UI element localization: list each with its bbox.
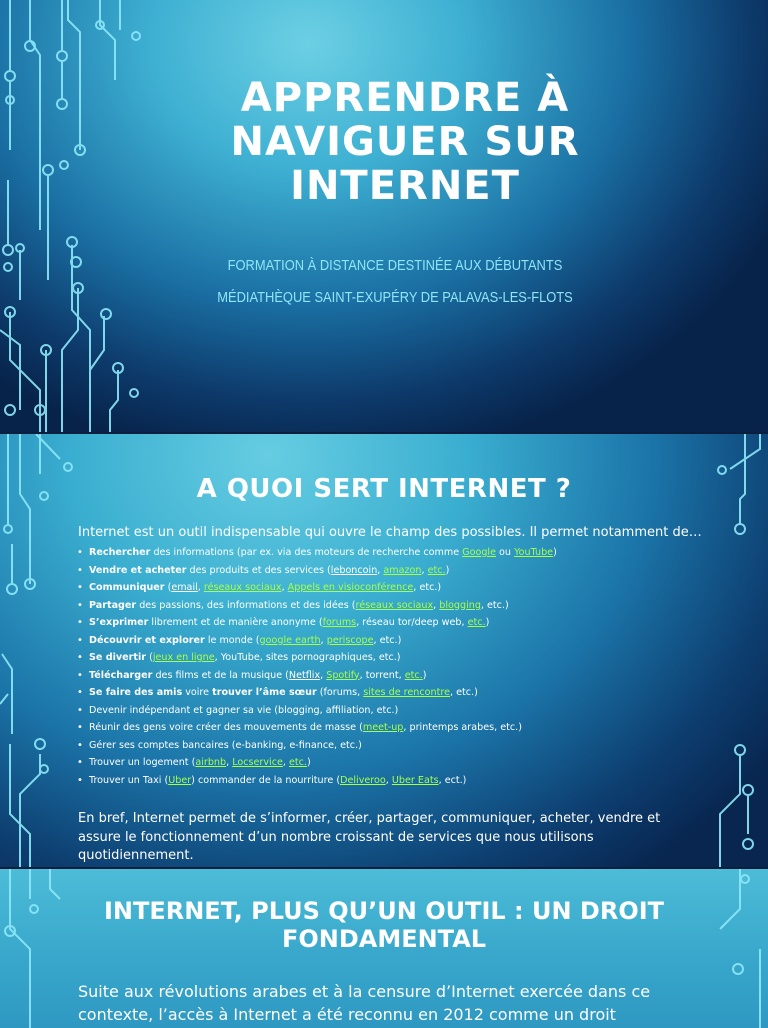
bullet-link[interactable]: google earth [259, 634, 321, 646]
bullet-text: ( [146, 652, 153, 663]
slide-title [0, 0, 768, 432]
list-item [76, 649, 716, 667]
bullet-text: Réunir des gens voire créer des mouvements de masse ( [89, 722, 363, 733]
list-item [76, 597, 716, 615]
bullet-text: des produits et des services ( [186, 564, 331, 576]
bullet-link[interactable]: Google [462, 547, 496, 558]
circuit-decoration [0, 0, 768, 432]
slide-title-heading [0, 76, 768, 208]
bullet-text: voire [182, 687, 213, 698]
subtitle-formation: FORMATION À DISTANCE DESTINÉE AUX DÉBUTANTS [227, 257, 563, 274]
title-line: FONDAMENTAL [281, 925, 487, 953]
bullet-text: , torrent, [359, 669, 405, 681]
bullet-text: , réseau tor/deep web, [356, 617, 468, 628]
bullet-link[interactable]: réseaux sociaux [355, 599, 434, 611]
list-item [76, 667, 716, 685]
bullet-link[interactable]: Deliveroo [340, 774, 386, 786]
bullet-link[interactable]: etc. [404, 669, 423, 681]
bullet-link[interactable]: Uber Eats [391, 774, 439, 786]
list-item [76, 702, 716, 720]
list-item [76, 754, 716, 772]
list-item [76, 737, 716, 755]
bullet-link[interactable]: forums [322, 617, 357, 628]
list-item [76, 579, 716, 597]
bullet-keyword: Communiquer [89, 582, 165, 593]
bullet-text: des films et de la musique ( [152, 669, 289, 681]
bullet-link[interactable]: amazon [383, 564, 422, 576]
list-item [76, 719, 716, 737]
bullet-link[interactable]: Spotify [326, 669, 360, 681]
subtitle-mediatheque: MÉDIATHÈQUE SAINT-EXUPÉRY DE PALAVAS-LES-FLOTS [217, 289, 573, 306]
bullet-text: des informations (par ex. via des moteurs de recherche comme [150, 547, 463, 558]
bullet-text: ( [164, 582, 172, 593]
bullet-link[interactable]: etc. [467, 617, 486, 628]
bullet-text: ) [306, 757, 311, 768]
slide-uses-heading: A QUOI SERT INTERNET ? [196, 474, 572, 504]
bullet-text: ) [485, 617, 490, 628]
bullet-keyword: Se divertir [89, 652, 147, 663]
bullet-keyword: S’exprimer [89, 617, 149, 628]
bullet-text: ) [445, 564, 450, 576]
list-item [76, 632, 716, 650]
bullet-keyword: Vendre et acheter [89, 564, 187, 576]
bullet-text: Gérer ses comptes bancaires (e-banking, e-finance, etc.) [89, 739, 362, 751]
title-line: NAVIGUER SUR [230, 119, 580, 165]
bullet-keyword: Télécharger [89, 669, 153, 681]
bullet-text: , printemps arabes, etc.) [403, 722, 522, 733]
bullet-keyword: Partager [89, 599, 137, 611]
bullet-text: , [282, 757, 289, 768]
slide-right-body: Suite aux révolutions arabes et à la censure d’Internet exercée dans ce contexte, l’accès à Internet a été reconnu en 2012 comme un droit [78, 982, 651, 1024]
slide-uses-summary: En bref, Internet permet de s’informer, créer, partager, communiquer, acheter, vendre et assure le fonctionnement d’un nombre croissant de services que nous utilisons quotidiennement. [78, 811, 661, 863]
slide-uses [0, 434, 768, 867]
bullet-text: , [377, 564, 384, 576]
bullet-text: , [385, 774, 392, 786]
bullet-text: , [320, 634, 327, 646]
list-item [76, 684, 716, 702]
bullet-text: ou [496, 547, 515, 558]
list-item [76, 772, 716, 790]
bullet-text: Devenir indépendant et gagner sa vie (blogging, affiliation, etc.) [89, 704, 399, 716]
bullet-text: ) [422, 669, 427, 681]
bullet-keyword: Découvrir et explorer [89, 634, 205, 646]
bullet-text: ) [553, 547, 557, 558]
bullet-link[interactable]: Netflix [288, 669, 321, 681]
slide-uses-intro: Internet est un outil indispensable qui ouvre le champ des possibles. Il permet notamment de… [78, 525, 702, 540]
bullet-link[interactable]: etc. [427, 564, 446, 576]
list-item [76, 614, 716, 632]
bullet-text: , ect.) [438, 774, 467, 786]
title-line: INTERNET [290, 163, 520, 209]
bullet-link[interactable]: etc. [288, 757, 307, 768]
bullet-link[interactable]: sites de rencontre [363, 687, 450, 698]
bullet-keyword: Se faire des amis [89, 687, 183, 698]
slide-right-heading [0, 897, 768, 953]
title-line: INTERNET, PLUS QU’UN OUTIL : UN DROIT [103, 897, 665, 925]
uses-bullet-list [76, 544, 716, 789]
list-item [76, 544, 716, 562]
bullet-link[interactable]: Locservice [232, 757, 283, 768]
bullet-link[interactable]: blogging [439, 599, 481, 611]
bullet-text: Trouver un Taxi ( [89, 774, 169, 786]
bullet-link[interactable]: airbnb [195, 757, 227, 768]
slide-right [0, 869, 768, 1028]
bullet-text: (forums, [316, 687, 364, 698]
bullet-link[interactable]: meet-up [362, 722, 404, 733]
bullet-text: , [433, 599, 440, 611]
bullet-text: le monde ( [204, 634, 260, 646]
bullet-text: , [197, 582, 204, 593]
bullet-keyword: Rechercher [89, 547, 151, 558]
bullet-link[interactable]: periscope [326, 634, 374, 646]
bullet-text: librement et de manière anonyme ( [148, 617, 323, 628]
bullet-text: , YouTube, sites pornographiques, etc.) [214, 652, 401, 663]
bullet-text: ) commander de la nourriture ( [191, 774, 341, 786]
bullet-link[interactable]: email [171, 582, 198, 593]
title-line: APPRENDRE À [240, 75, 570, 121]
bullet-text: , etc.) [450, 687, 478, 698]
bullet-keyword: trouver l’âme sœur [212, 687, 317, 698]
bullet-text: des passions, des informations et des idées ( [136, 599, 356, 611]
bullet-text: , etc.) [413, 582, 442, 593]
bullet-text: , etc.) [480, 599, 509, 611]
list-item [76, 562, 716, 580]
bullet-link[interactable]: leboncoin [330, 564, 378, 576]
bullet-link[interactable]: Appels en visioconférence [287, 582, 414, 593]
bullet-text: , [421, 564, 428, 576]
bullet-text: , [320, 669, 327, 681]
bullet-text: , [226, 757, 233, 768]
bullet-link[interactable]: Uber [168, 774, 192, 786]
bullet-text: , [281, 582, 288, 593]
bullet-link[interactable]: jeux en ligne [152, 652, 215, 663]
bullet-text: Trouver un logement ( [89, 757, 196, 768]
bullet-link[interactable]: YouTube [514, 547, 554, 558]
bullet-link[interactable]: réseaux sociaux [203, 582, 282, 593]
bullet-text: , etc.) [373, 634, 402, 646]
